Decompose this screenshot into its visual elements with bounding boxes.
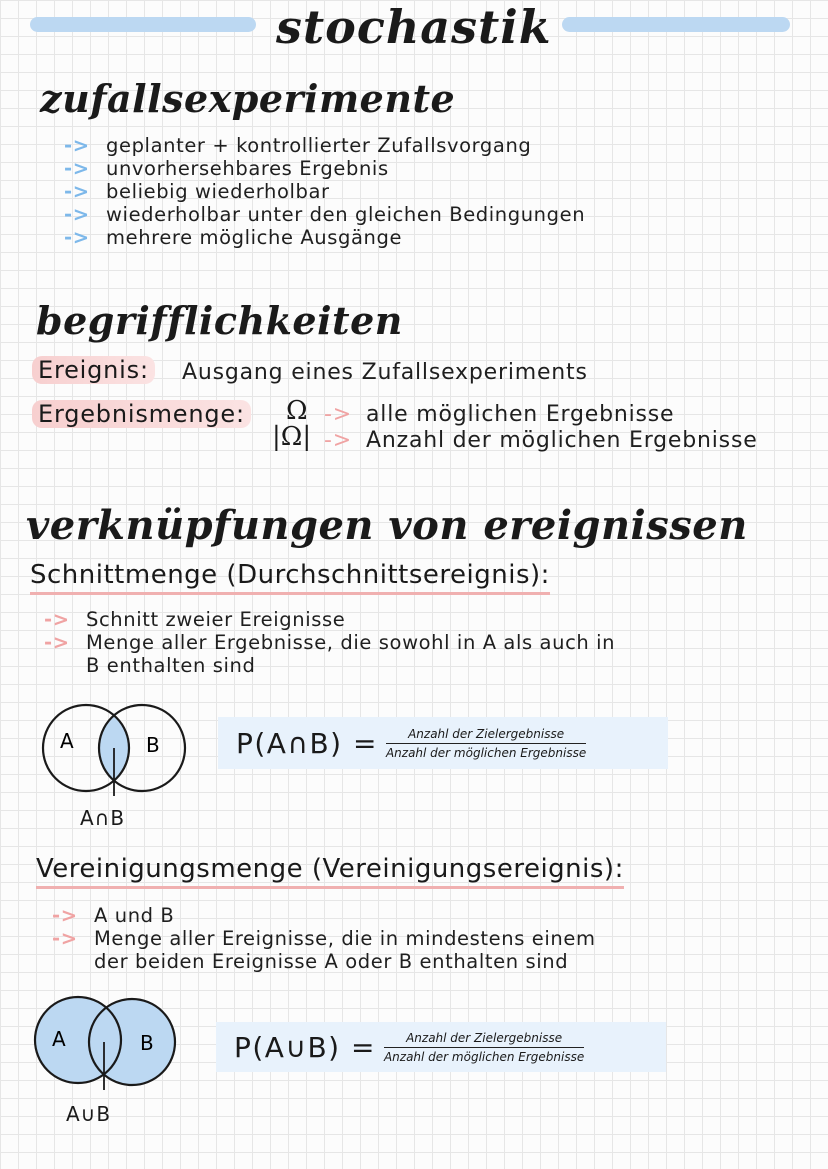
list-item (52, 904, 596, 927)
arrow-icon: -> (324, 402, 352, 427)
list-item-continuation (44, 654, 615, 677)
list-item-text: B enthalten sind (86, 654, 256, 677)
term-ereignis: Ereignis: (32, 356, 155, 384)
arrow-icon: -> (64, 203, 90, 226)
subheading-vereinigungsmenge: Vereinigungsmenge (Vereinigungsereignis): (36, 854, 624, 889)
definition-ereignis: Ausgang eines Zufallsexperiments (182, 360, 588, 385)
arrow-icon: -> (52, 904, 78, 927)
section-heading-verknuepfungen: verknüpfungen von ereignissen (26, 502, 748, 549)
list-item-continuation (52, 950, 596, 973)
list-item-text: unvorhersehbares Ergebnis (106, 157, 389, 180)
formula-fraction (386, 727, 586, 760)
term-ergebnismenge: Ergebnismenge: (32, 400, 251, 428)
list-item-text: Schnitt zweier Ereignisse (86, 608, 346, 631)
list-item (64, 157, 585, 180)
venn-label-a: A (60, 729, 74, 753)
list-item (52, 927, 596, 950)
arrow-icon: -> (44, 631, 70, 654)
arrow-icon: -> (64, 157, 90, 180)
arrow-icon: -> (64, 134, 90, 157)
page-title: stochastik (276, 0, 552, 54)
vereinigungsmenge-list (52, 904, 596, 973)
schnittmenge-list (44, 608, 615, 677)
venn-label-a: A (52, 1027, 66, 1051)
list-item-text: der beiden Ereignisse A oder B enthalten sind (94, 950, 569, 973)
list-item-text: mehrere mögliche Ausgänge (106, 226, 403, 249)
list-item-text: A und B (94, 904, 175, 927)
omega-abs-symbol: |Ω| (272, 422, 312, 452)
list-item-text: Menge aller Ergebnisse, die sowohl in A als auch in (86, 631, 616, 654)
formula-numerator: Anzahl der Zielergebnisse (408, 726, 565, 741)
arrow-icon: -> (64, 180, 90, 203)
arrow-icon: -> (64, 226, 90, 249)
list-item-text: beliebig wiederholbar (106, 180, 330, 203)
arrow-icon: -> (52, 927, 78, 950)
venn-diagram-union (28, 992, 198, 1112)
venn-caption-intersection: A∩B (80, 806, 126, 830)
list-item (64, 226, 585, 249)
title-decoration-right (562, 17, 790, 32)
venn-label-b: B (146, 733, 160, 757)
list-item-text: geplanter + kontrollierter Zufallsvorgang (106, 134, 532, 157)
section-heading-zufallsexperimente: zufallsexperimente (40, 76, 456, 121)
list-item-text: wiederholbar unter den gleichen Bedingungen (106, 203, 586, 226)
formula-numerator: Anzahl der Zielergebnisse (406, 1030, 563, 1045)
formula-lhs: P(A∩B) = (236, 726, 378, 760)
section-heading-begrifflichkeiten: begrifflichkeiten (36, 298, 403, 343)
definition-omega-abs: Anzahl der möglichen Ergebnisse (366, 428, 758, 453)
list-item (44, 608, 615, 631)
formula-intersection (218, 717, 668, 769)
fraction-bar (386, 743, 586, 744)
venn-caption-union: A∪B (66, 1102, 112, 1126)
subheading-schnittmenge: Schnittmenge (Durchschnittsereignis): (30, 560, 550, 595)
arrow-icon: -> (44, 608, 70, 631)
formula-denominator: Anzahl der möglichen Ergebnisse (385, 745, 587, 760)
formula-denominator: Anzahl der möglichen Ergebnisse (383, 1049, 585, 1064)
list-item (64, 134, 585, 157)
definition-omega: alle möglichen Ergebnisse (366, 402, 675, 427)
list-item (64, 203, 585, 226)
formula-union (216, 1022, 666, 1072)
arrow-icon: -> (324, 428, 352, 453)
venn-label-b: B (140, 1031, 154, 1055)
list-item (64, 180, 585, 203)
list-item (44, 631, 615, 654)
title-decoration-left (30, 17, 256, 32)
list-item-text: Menge aller Ereignisse, die in mindestens einem (94, 927, 596, 950)
formula-fraction (384, 1031, 584, 1064)
formula-lhs: P(A∪B) = (234, 1030, 376, 1064)
omega-symbol: Ω (286, 396, 308, 426)
zufallsexperimente-list (64, 134, 585, 249)
fraction-bar (384, 1047, 584, 1048)
